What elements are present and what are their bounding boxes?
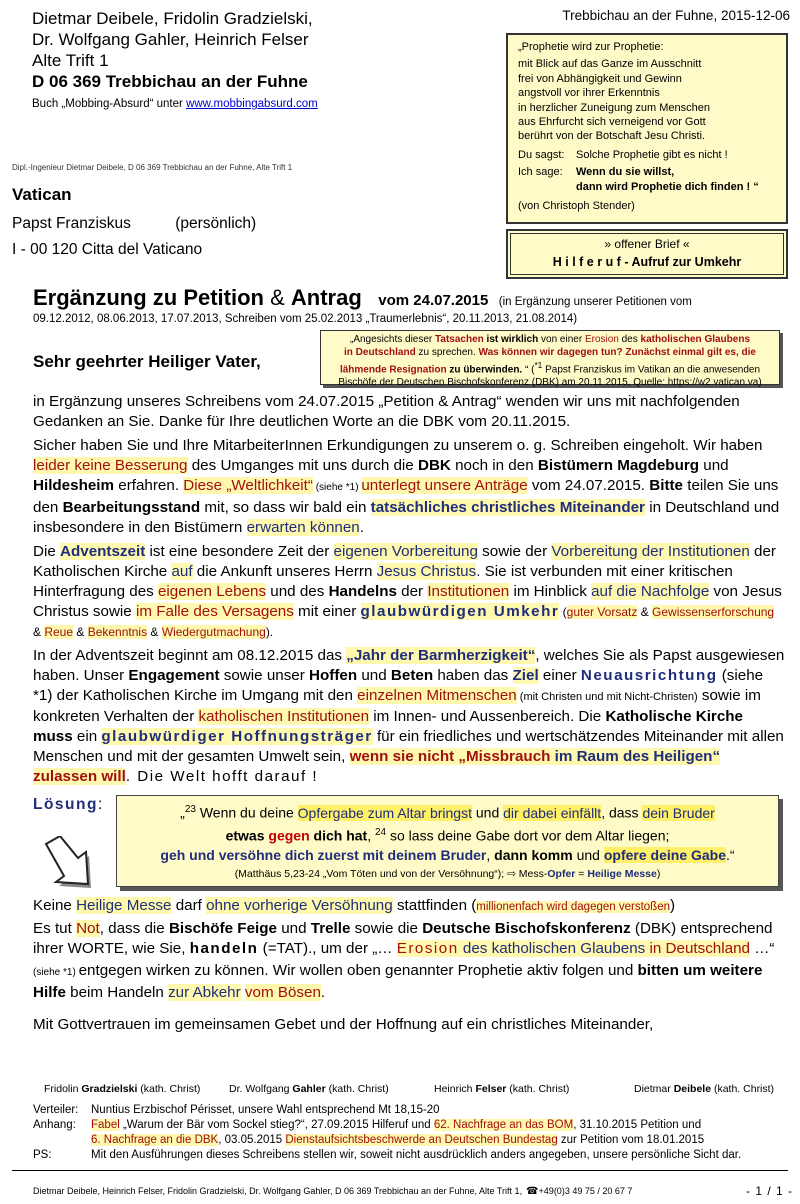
text: Beten [390, 667, 434, 684]
recipient-name: Vatican [12, 185, 72, 204]
text: Mit den Ausführungen dieses Schreibens stellen wir, soweit nicht ausdrücklich anders angegeben, unsere persönliche Sicht dar. [91, 1149, 742, 1161]
text: gegen [268, 827, 310, 844]
quote-text: Erosion [584, 334, 619, 345]
text: Erosion [396, 940, 459, 957]
footer-text: Dietmar Deibele, Heinrich Felser, Fridolin Gradzielski, Dr. Wolfgang Gahler, D 06 369 Trebbichau an der Fuhne, Alte Trift 1, [33, 1186, 523, 1196]
text: und [572, 847, 604, 864]
text: und [276, 920, 311, 937]
text: Wiedergutmachung [161, 625, 266, 639]
text: guter Vorsatz [566, 605, 638, 619]
text: Die [33, 543, 61, 560]
prophecy-ich [518, 165, 776, 194]
text: „Warum der Bär vom Sockel stieg?“, 27.09.2015 Hilferuf und [119, 1119, 434, 1131]
text: tatsächliches christliches Miteinander [370, 499, 645, 516]
text: Anhang: [33, 1119, 76, 1131]
text: ein [72, 728, 102, 745]
text: „ [180, 804, 185, 821]
text: . Sie ist verbunden mit einer kritischen Hinterfragung des [33, 563, 733, 600]
verteiler-row [33, 1103, 788, 1118]
text: erfahren. [114, 477, 184, 494]
text: einer [538, 667, 581, 684]
text: der Katholischen Kirche [33, 543, 776, 580]
text: darf [171, 897, 207, 914]
text: , dass die [99, 920, 169, 937]
text: ohne vorherige Versöhnung [206, 897, 393, 914]
text: , 03.05.2015 [218, 1134, 286, 1146]
prophecy-verse: frei von Abhängigkeit und Gewinn [518, 72, 682, 85]
text: glaubwürdiger Hoffnungsträger [101, 728, 373, 745]
quote-text: lähmende Resignation [339, 364, 447, 376]
text: Dr. Wolfgang [229, 1083, 293, 1095]
title-part-2: Antrag [290, 285, 362, 310]
text: teilen Sie uns den [33, 477, 779, 516]
text: . [359, 519, 364, 536]
phone-icon: ☎ [526, 1185, 539, 1197]
text: (kath. Christ) [711, 1083, 775, 1095]
quote-footnote-ref: *1 [534, 360, 543, 370]
text: Sicher haben Sie und Ihre MitarbeiterInnen Erkundigungen zu unserem o. g. Schreiben eingeholt. Wir haben [33, 437, 763, 454]
text: in Deutschland [645, 940, 750, 957]
signature-gradzielski [44, 1083, 229, 1095]
text: eigenen Vorbereitung [333, 543, 478, 560]
text: . Die Welt hofft darauf ! [125, 768, 319, 785]
text: vom Bösen [244, 984, 321, 1001]
hilferuf-line [508, 255, 786, 269]
text: Handelns [328, 583, 397, 600]
du-label: Du sagst: [518, 148, 565, 161]
text: . [320, 984, 326, 1001]
text: Diese „Weltlichkeit“ [183, 477, 313, 494]
quote-text: von einer [538, 334, 585, 345]
signature-row [44, 1083, 784, 1095]
prophecy-box [506, 33, 788, 224]
text: eigenen Lebens [157, 583, 267, 600]
text: noch in den [450, 457, 538, 474]
book-line [32, 98, 472, 110]
text: die Ankunft unseres Herrn [192, 563, 377, 580]
prophecy-author: (von Christoph Stender) [518, 200, 635, 213]
text: so lass deine Gabe dort vor dem Altar liegen; [386, 827, 670, 844]
quote-text: Tatsachen [435, 334, 484, 345]
sender-line-3: Alte Trift 1 [32, 51, 109, 70]
text: ) [656, 868, 661, 881]
text: Es tut [33, 920, 77, 937]
text: zur Abkehr [168, 984, 241, 1001]
text: (mit Christen und mit Nicht-Christen) [516, 691, 698, 703]
quote-text: des [618, 334, 641, 345]
text: Neuausrichtung [580, 667, 718, 684]
text: und [357, 667, 391, 684]
text: , [486, 847, 495, 864]
ich-label: Ich sage: [518, 166, 563, 179]
solution-line-1 [117, 800, 778, 823]
text: opfere deine Gabe [603, 847, 727, 864]
text: 62. Nachfrage an das BOM [433, 1119, 574, 1131]
prophecy-verse: mit Blick auf das Ganze im Ausschnitt [518, 58, 702, 71]
return-address: Dipl.-Ingenieur Dietmar Deibele, D 06 369 Trebbichau an der Fuhne, Alte Trift 1 [12, 163, 293, 172]
footer-notes [33, 1103, 788, 1163]
pope-quote-box [320, 330, 780, 388]
page-title [33, 285, 793, 311]
page-number: - 1 / 1 - [745, 1184, 793, 1198]
du-text: Solche Prophetie gibt es nicht ! [576, 148, 728, 161]
page-footer [33, 1184, 793, 1198]
text: im Hinblick [509, 583, 592, 600]
sender-line-1: Dietmar Deibele, Fridolin Gradzielski, [32, 9, 313, 28]
sender-city: D 06 369 Trebbichau an der Fuhne [32, 72, 308, 91]
sender-block [32, 8, 472, 110]
quote-text: zu sprechen. [415, 346, 479, 358]
text: erwarten können [246, 519, 360, 536]
date-place: Trebbichau an der Fuhne, 2015-12-06 [562, 8, 790, 23]
footer-phone: +49(0)3 49 75 / 20 67 7 [538, 1186, 633, 1196]
text: geh und versöhne dich zuerst mit deinem Bruder [160, 847, 487, 864]
umkehr-text: - Aufruf zur Umkehr [620, 255, 742, 269]
text: Fabel [91, 1119, 120, 1131]
solution-box [116, 795, 779, 887]
signature-felser [434, 1083, 634, 1095]
text: des katholischen Glaubens [458, 940, 646, 957]
text: Keine [33, 897, 77, 914]
text: Not [76, 920, 100, 937]
text: leider keine Besserung [33, 457, 188, 474]
text: Heilige Messe [76, 897, 172, 914]
text: & [33, 625, 45, 639]
text: (kath. Christ) [506, 1083, 570, 1095]
text: , welches Sie als Papst ausgewiesen haben. Unser [33, 647, 785, 684]
text: zulassen will [33, 768, 126, 785]
solution-line-3 [117, 845, 778, 865]
text: beim Handeln [65, 984, 169, 1001]
text: (siehe *1) der Katholischen Kirche im Umgang mit den [33, 667, 764, 704]
solution-colon: : [97, 796, 103, 813]
text: (kath. Christ) [137, 1083, 201, 1095]
text: im Innen- und Aussenbereich. Die [369, 708, 606, 725]
prophecy-verse: aus Ehrfurcht sich verneigend vor Gott [518, 116, 706, 129]
title-dates-line: 09.12.2012, 08.06.2013, 17.07.2013, Schreiben vom 25.02.2013 „Traumerlebnis“, 20.11.2013, 21.08.2014) [33, 313, 578, 325]
text: PS: [33, 1149, 52, 1161]
quote-text: „Angesichts dieser [349, 334, 436, 345]
text: ) [670, 897, 676, 914]
text: Reue [44, 625, 74, 639]
text: unterlegt unsere Anträge [361, 477, 528, 494]
text: Verteiler: [33, 1104, 79, 1116]
paragraph-2 [33, 436, 785, 538]
quote-text: in Deutschland [344, 346, 416, 358]
text: Katholische Kirche muss [33, 708, 744, 745]
text: zur Petition vom 18.01.2015 [557, 1134, 705, 1146]
text: glaubwürdigen Umkehr [360, 603, 560, 620]
text: Opfer [547, 868, 576, 881]
quote-text: Papst Franziskus im Vatikan an die anwesenden [542, 364, 761, 376]
open-letter-label: » offener Brief « [604, 237, 690, 251]
text: dann komm [494, 847, 573, 864]
text: & [637, 605, 653, 619]
text: In der Adventszeit beginnt am 08.12.2015 das [33, 647, 347, 664]
text: ( [559, 605, 567, 619]
ich-text-1: Wenn du sie willst, [576, 166, 675, 179]
arrow-icon [38, 836, 98, 891]
quote-source: https://w2.vatican.va) [667, 376, 762, 388]
text: Bitte [649, 477, 683, 494]
text: Trelle [310, 920, 351, 937]
text: Engagement [128, 667, 220, 684]
solution-label [33, 796, 102, 814]
text: einzelnen Mitmenschen [357, 687, 517, 704]
text: vom 24.07.2015. [527, 477, 650, 494]
quote-text: zu überwinden. [446, 364, 523, 376]
quote-text: “ ( [522, 364, 535, 376]
after-solution-text [33, 896, 785, 1035]
recipient-person-line [12, 215, 492, 233]
quote-text: Was können wir dagegen tun? Zunächst einmal gilt es, die [478, 346, 756, 358]
text: Dietmar [634, 1083, 674, 1095]
text: etwas [225, 827, 269, 844]
verse-number: 23 [184, 804, 196, 815]
text: bitten um weitere Hilfe [33, 962, 763, 1001]
text: Deutsche Bischofskonferenz [422, 920, 631, 937]
title-date: vom 24.07.2015 [378, 292, 489, 309]
text: Heinrich [434, 1083, 476, 1095]
text: Opfergabe zum Altar bringst [297, 804, 472, 821]
anhang-row [33, 1118, 788, 1148]
quote-text: ist wirklich [483, 334, 539, 345]
paragraph-4 [33, 646, 785, 787]
recipient-address: I - 00 120 Citta del Vaticano [12, 241, 203, 258]
prophecy-verses [518, 57, 776, 143]
text: für ein friedliches und wertschätzendes Miteinander mit allen Menschen und mit der gesamten Umwelt sein, [33, 728, 784, 765]
text: von Jesus Christus sowie [33, 583, 782, 620]
text: wenn sie nicht „Missbrauch [349, 748, 551, 765]
text: Vorbereitung der Institutionen [551, 543, 750, 560]
text: und des [266, 583, 329, 600]
text: stattfinden ( [392, 897, 477, 914]
text: auf [171, 563, 193, 580]
text: katholischen Institutionen [198, 708, 370, 725]
recipient-block [12, 185, 492, 259]
text: mit, so dass wir bald ein [200, 499, 371, 516]
book-prefix: Buch „Mobbing-Absurd“ unter [32, 98, 187, 110]
text: , [367, 827, 375, 844]
text: entgegen wirken zu können. Wir wollen oben genannter Prophetie aktiv folgen und [78, 962, 638, 979]
text: DBK [417, 457, 451, 474]
text: millionenfach wird dagegen verstoßen [476, 901, 670, 913]
text: , 31.10.2015 Petition und [573, 1119, 702, 1131]
text: Institutionen [427, 583, 510, 600]
text: Bearbeitungsstand [62, 499, 201, 516]
text: (siehe *1) [312, 482, 362, 493]
text: auf die Nachfolge [591, 583, 710, 600]
prophecy-verse: in herzlicher Zuneigung zum Menschen [518, 101, 710, 114]
text: Nuntius Erzbischof Périsset, unsere Wahl entsprechend Mt 18,15-20 [91, 1104, 440, 1116]
body-text [33, 392, 785, 789]
text: des Umganges mit uns durch die [187, 457, 418, 474]
text: Dienstaufsichtsbeschwerde an Deutschen Bundestag [285, 1134, 558, 1146]
text: Adventszeit [60, 543, 146, 560]
text: sowie im konkreten Verhalten der [33, 687, 761, 725]
title-note: (in Ergänzung unserer Petitionen vom [498, 296, 692, 308]
recipient-person: Papst Franziskus [12, 215, 131, 232]
text: sowie die [350, 920, 423, 937]
ps-row [33, 1148, 788, 1163]
text: im Falle des Versagens [135, 603, 294, 620]
signature-gahler [229, 1083, 434, 1095]
signature-deibele [634, 1083, 784, 1095]
text: und [471, 804, 504, 821]
text: und [699, 457, 729, 474]
text: Ziel [512, 667, 539, 684]
text: im Raum des Heiligen“ [550, 748, 721, 765]
text: 6. Nachfrage an die DBK [91, 1134, 219, 1146]
quote-text: katholischen Glaubens [640, 334, 751, 345]
text: & [73, 625, 88, 639]
text: ist eine besondere Zeit der [145, 543, 334, 560]
paragraph-bishops [33, 919, 785, 1003]
title-amp: & [264, 285, 291, 310]
text: in Deutschland und insbesondere in den Bistümern [33, 499, 780, 536]
text: (DBK) entsprechend ihrer WORTE, wie Sie, [33, 920, 773, 957]
text: sowie der [477, 543, 552, 560]
text: dich hat [309, 827, 368, 844]
solution-line-2 [117, 823, 778, 846]
prophecy-verse: berührt von der Botschaft Jesu Christi. [518, 130, 706, 143]
sender-line-2: Dr. Wolfgang Gahler, Heinrich Felser [32, 30, 309, 49]
text: „Jahr der Barmherzigkeit“ [346, 647, 536, 664]
prophecy-line-intro: „Prophetie wird zur Prophetie: [518, 41, 664, 53]
text: & [147, 625, 162, 639]
solution-label-text: Lösung [33, 796, 98, 813]
quote-text: Bischöfe der Deutschen Bischofskonferenz (DBK) am 20.11.2015, Quelle: [338, 376, 668, 388]
title-part-1: Ergänzung zu Petition [33, 285, 264, 310]
text: Deibele [673, 1083, 712, 1095]
text: (=TAT)., um der „… [258, 940, 397, 957]
text: (Matthäus 5,23-24 „Vom Töten und von der Versöhnung“); ⇨ Mess- [234, 868, 548, 881]
text: dir dabei einfällt [503, 804, 602, 821]
text: Bekenntnis [87, 625, 148, 639]
text: Bistümern Magdeburg [537, 457, 700, 474]
footer-divider [12, 1170, 788, 1171]
text: Hoffen [309, 667, 358, 684]
paragraph-1: in Ergänzung unseres Schreibens vom 24.07.2015 „Petition & Antrag“ wenden wir uns mit nachfolgenden Gedanken an Sie. Danke für Ihre deutlichen Worte an die DBK vom 20.11.2015. [33, 393, 740, 430]
text: Gradzielski [81, 1083, 138, 1095]
text: handeln [189, 940, 259, 957]
text: Hildesheim [33, 477, 115, 494]
text: Jesus Christus [376, 563, 477, 580]
text: Heilige Messe [587, 868, 657, 881]
paragraph-mass [33, 896, 785, 917]
text: mit einer [293, 603, 361, 620]
salutation: Sehr geehrter Heiliger Vater, [33, 352, 261, 371]
text: ). [265, 625, 274, 639]
text: dein Bruder [642, 804, 715, 821]
text: haben das [433, 667, 513, 684]
hilferuf-text: H i l f e r u f [552, 255, 621, 269]
text: Felser [475, 1083, 507, 1095]
text: der [396, 583, 428, 600]
solution-line-4 [117, 865, 778, 883]
text: Gewissenserforschung [652, 605, 775, 619]
prophecy-verse: angstvoll vor ihrer Erkenntnis [518, 87, 660, 100]
book-link[interactable]: www.mobbingabsurd.com [186, 98, 318, 110]
text: …“ [749, 940, 775, 957]
text: Wenn du deine [195, 804, 298, 821]
paragraph-3 [33, 542, 785, 642]
closing-line: Mit Gottvertrauen im gemeinsamen Gebet und der Hoffnung auf ein christliches Miteinander, [33, 1016, 654, 1033]
text: (siehe *1) [33, 967, 79, 978]
open-letter-box [506, 229, 788, 279]
text: Bischöfe Feige [168, 920, 277, 937]
verse-number: 24 [374, 826, 387, 838]
text: , dass [601, 804, 643, 821]
text: = [575, 868, 588, 881]
text: Fridolin [44, 1083, 82, 1095]
recipient-personal: (persönlich) [175, 215, 257, 232]
text: (kath. Christ) [325, 1083, 389, 1095]
text: Gahler [292, 1083, 326, 1095]
prophecy-du [518, 148, 776, 162]
text: .“ [726, 847, 735, 864]
text: sowie unser [219, 667, 310, 684]
ich-text-2: dann wird Prophetie dich finden ! “ [576, 180, 759, 193]
